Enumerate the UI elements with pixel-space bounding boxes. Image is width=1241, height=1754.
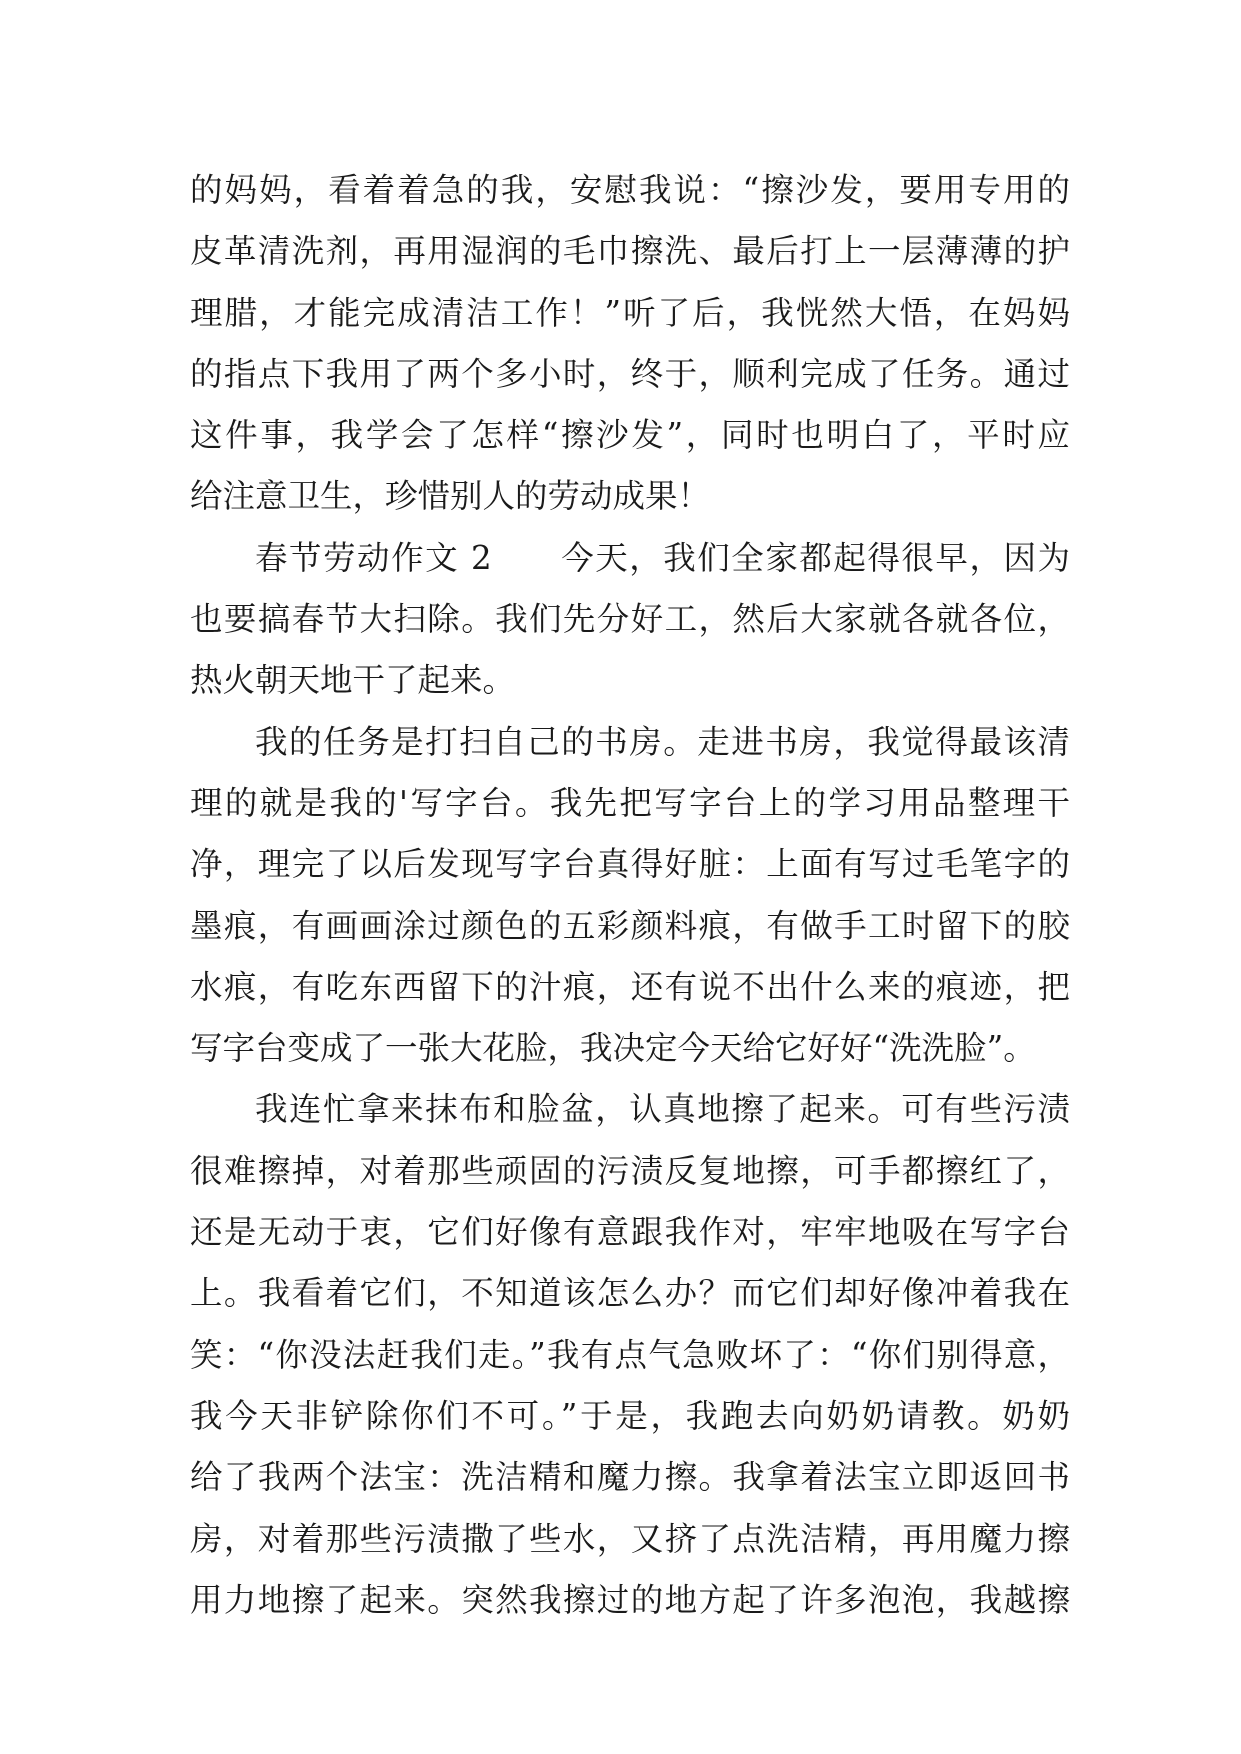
document-body bbox=[190, 160, 1070, 1631]
text-line: 春节劳动作文 2 今天，我们全家都起得很早，因为 bbox=[255, 538, 1070, 577]
text-line: 皮革清洗剂，再用湿润的毛巾擦洗、最后打上一层薄薄的护 bbox=[190, 232, 1070, 271]
text-line: 房，对着那些污渍撒了些水，又挤了点洗洁精，再用魔力擦 bbox=[190, 1519, 1070, 1558]
text-line: 我今天非铲除你们不可。”于是，我跑去向奶奶请教。奶奶 bbox=[190, 1396, 1070, 1435]
text-line: 理的就是我的'写字台。我先把写字台上的学习用品整理干 bbox=[190, 783, 1070, 822]
text-line: 的妈妈，看着着急的我，安慰我说：“擦沙发，要用专用的 bbox=[190, 171, 1070, 209]
text-line: 很难擦掉，对着那些顽固的污渍反复地擦，可手都擦红了， bbox=[190, 1151, 1070, 1190]
text-line: 这件事，我学会了怎样“擦沙发”，同时也明白了，平时应 bbox=[190, 416, 1070, 455]
text-line: 还是无动于衷，它们好像有意跟我作对，牢牢地吸在写字台 bbox=[190, 1213, 1070, 1252]
text-line: 净，理完了以后发现写字台真得好脏：上面有写过毛笔字的 bbox=[190, 845, 1070, 884]
text-line: 我的任务是打扫自己的书房。走进书房，我觉得最该清 bbox=[255, 722, 1070, 761]
text-line: 写字台变成了一张大花脸，我决定今天给它好好“洗洗脸”。 bbox=[190, 1029, 1036, 1068]
text-line: 给了我两个法宝：洗洁精和魔力擦。我拿着法宝立即返回书 bbox=[190, 1458, 1070, 1497]
text-line: 上。我看着它们，不知道该怎么办？而它们却好像冲着我在 bbox=[190, 1274, 1070, 1313]
text-line: 也要搞春节大扫除。我们先分好工，然后大家就各就各位， bbox=[190, 600, 1070, 639]
text-line: 笑：“你没法赶我们走。”我有点气急败坏了：“你们别得意， bbox=[190, 1335, 1070, 1374]
paragraph bbox=[190, 1079, 1070, 1631]
text-line: 热火朝天地干了起来。 bbox=[190, 661, 516, 700]
text-line: 理腊，才能完成清洁工作！”听了后，我恍然大悟，在妈妈 bbox=[190, 293, 1070, 332]
text-line: 给注意卫生，珍惜别人的劳动成果！ bbox=[190, 477, 711, 516]
text-line: 用力地擦了起来。突然我擦过的地方起了许多泡泡，我越擦 bbox=[190, 1580, 1070, 1619]
paragraph bbox=[190, 528, 1070, 712]
text-line: 水痕，有吃东西留下的汁痕，还有说不出什么来的痕迹，把 bbox=[190, 967, 1070, 1006]
text-line: 墨痕，有画画涂过颜色的五彩颜料痕，有做手工时留下的胶 bbox=[190, 906, 1070, 945]
paragraph bbox=[190, 712, 1070, 1080]
text-line: 的指点下我用了两个多小时，终于，顺利完成了任务。通过 bbox=[190, 354, 1070, 393]
paragraph bbox=[190, 160, 1070, 528]
text-line: 我连忙拿来抹布和脸盆，认真地擦了起来。可有些污渍 bbox=[255, 1090, 1070, 1129]
